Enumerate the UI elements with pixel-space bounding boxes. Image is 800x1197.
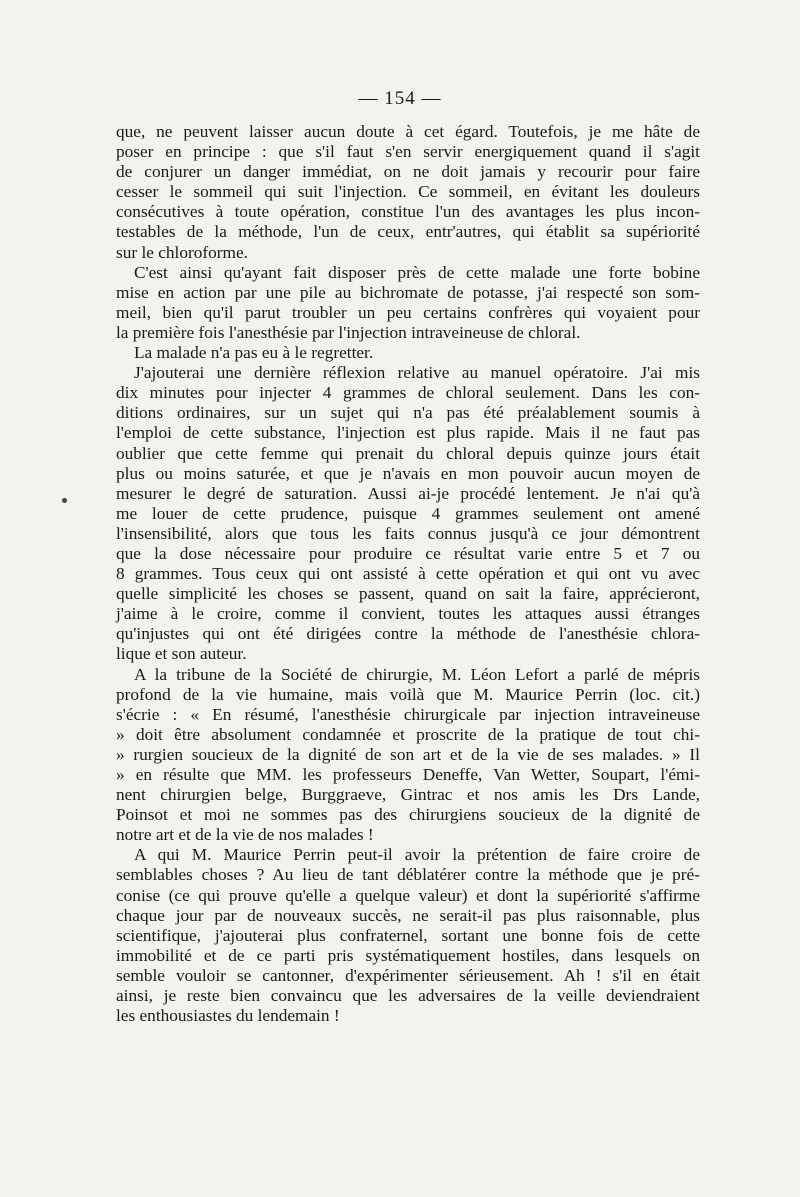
text-line: mesurer le degré de saturation. Aussi ai-je procédé lentement. Je n'ai qu'à: [116, 483, 700, 503]
text-line: A qui M. Maurice Perrin peut-il avoir la prétention de faire croire de: [134, 845, 700, 865]
text-line: l'insensibilité, alors que tous les faits connus jusqu'à ce jour démontrent: [116, 523, 700, 543]
paragraph: [116, 363, 700, 664]
text-line: quelle simplicité les choses se passent, quand on sait la faire, apprécieront,: [116, 584, 700, 604]
text-line: de conjurer un danger immédiat, on ne doit jamais y recourir pour faire: [116, 162, 700, 182]
text-line: testables de la méthode, l'un de ceux, entr'autres, qui établit sa supériorité: [116, 222, 700, 242]
body-text: [116, 122, 700, 1026]
text-line: J'ajouterai une dernière réflexion relative au manuel opératoire. J'ai mis: [134, 363, 700, 383]
paragraph: [116, 122, 700, 263]
page-number: — 154 —: [358, 88, 442, 109]
paragraph: [116, 343, 700, 363]
text-line: semble vouloir se cantonner, d'expérimenter sérieusement. Ah ! s'il en était: [116, 965, 700, 985]
text-line: lique et son auteur.: [116, 644, 247, 664]
text-line: consécutives à toute opération, constitue l'un des avantages les plus incon-: [116, 202, 700, 222]
text-line: C'est ainsi qu'ayant fait disposer près de cette malade une forte bobine: [134, 262, 700, 282]
text-line: qu'injustes qui ont été dirigées contre la méthode de l'anesthésie chlora-: [116, 624, 700, 644]
text-line: Poinsot et moi ne sommes pas des chirurgiens soucieux de la dignité de: [116, 805, 700, 825]
text-line: ainsi, je reste bien convaincu que les adversaires de la veille deviendraient: [116, 986, 700, 1006]
text-line: scientifique, j'ajouterai plus confraternel, sortant une bonne fois de cette: [116, 925, 700, 945]
text-line: » en résulte que MM. les professeurs Deneffe, Van Wetter, Soupart, l'émi-: [116, 765, 700, 784]
ink-speck: [62, 498, 67, 503]
text-line: chaque jour par de nouveaux succès, ne serait-il pas plus raisonnable, plus: [116, 905, 700, 925]
text-line: cesser le sommeil qui suit l'injection. Ce sommeil, en évitant les douleurs: [116, 182, 700, 202]
text-line: plus ou moins saturée, et que je n'avais en mon pouvoir aucun moyen de: [116, 463, 700, 483]
text-line: notre art et de la vie de nos malades !: [116, 825, 374, 845]
text-line: conise (ce qui prouve qu'elle a quelque valeur) et dont la supériorité s'affirme: [116, 885, 700, 905]
text-line: sur le chloroforme.: [116, 242, 248, 262]
text-line: 8 grammes. Tous ceux qui ont assisté à cette opération et qui ont vu avec: [116, 564, 700, 584]
text-line: s'écrie : « En résumé, l'anesthésie chirurgicale par injection intraveineuse: [116, 704, 700, 724]
text-line: la première fois l'anesthésie par l'injection intraveineuse de chloral.: [116, 322, 581, 342]
paragraph: [116, 263, 700, 343]
text-line: A la tribune de la Société de chirurgie, M. Léon Lefort a parlé de mépris: [134, 664, 700, 684]
text-line: » doit être absolument condamnée et proscrite de la pratique de tout chi-: [116, 724, 700, 744]
text-line: que la dose nécessaire pour produire ce résultat varie entre 5 et 7 ou: [116, 543, 700, 563]
text-line: meil, bien qu'il parut troubler un peu certains confrères qui voyaient pour: [116, 302, 700, 322]
text-line: » rurgien soucieux de la dignité de son art et de la vie de ses malades. » Il: [116, 744, 700, 764]
text-line: me louer de cette prudence, puisque 4 grammes seulement ont amené: [116, 503, 700, 523]
text-line: immobilité et de ce parti pris systématiquement hostiles, dans lesquels on: [116, 945, 700, 965]
text-line: La malade n'a pas eu à le regretter.: [134, 343, 374, 363]
text-line: les enthousiastes du lendemain !: [116, 1006, 340, 1026]
paragraph: [116, 845, 700, 1026]
text-line: l'emploi de cette substance, l'injection est plus rapide. Mais il ne faut pas: [116, 423, 700, 443]
text-line: dix minutes pour injecter 4 grammes de chloral seulement. Dans les con-: [116, 383, 700, 403]
text-line: oublier que cette femme qui prenait du chloral depuis quinze jours était: [116, 443, 700, 463]
paragraph: [116, 665, 700, 846]
text-line: mise en action par une pile au bichromate de potasse, j'ai respecté son som-: [116, 282, 700, 302]
text-line: profond de la vie humaine, mais voilà que M. Maurice Perrin (loc. cit.): [116, 684, 700, 704]
text-line: que, ne peuvent laisser aucun doute à cet égard. Toutefois, je me hâte de: [116, 122, 700, 141]
text-line: semblables choses ? Au lieu de tant déblatérer contre la méthode que je pré-: [116, 865, 700, 885]
text-line: j'aime à le croire, comme il convient, toutes les attaques aussi étranges: [116, 604, 700, 624]
text-line: poser en principe : que s'il faut s'en servir energiquement quand il s'agit: [116, 142, 700, 162]
text-line: nent chirurgien belge, Burggraeve, Gintrac et nos amis les Drs Lande,: [116, 785, 700, 805]
text-line: ditions ordinaires, sur un sujet qui n'a pas été préalablement soumis à: [116, 403, 700, 423]
